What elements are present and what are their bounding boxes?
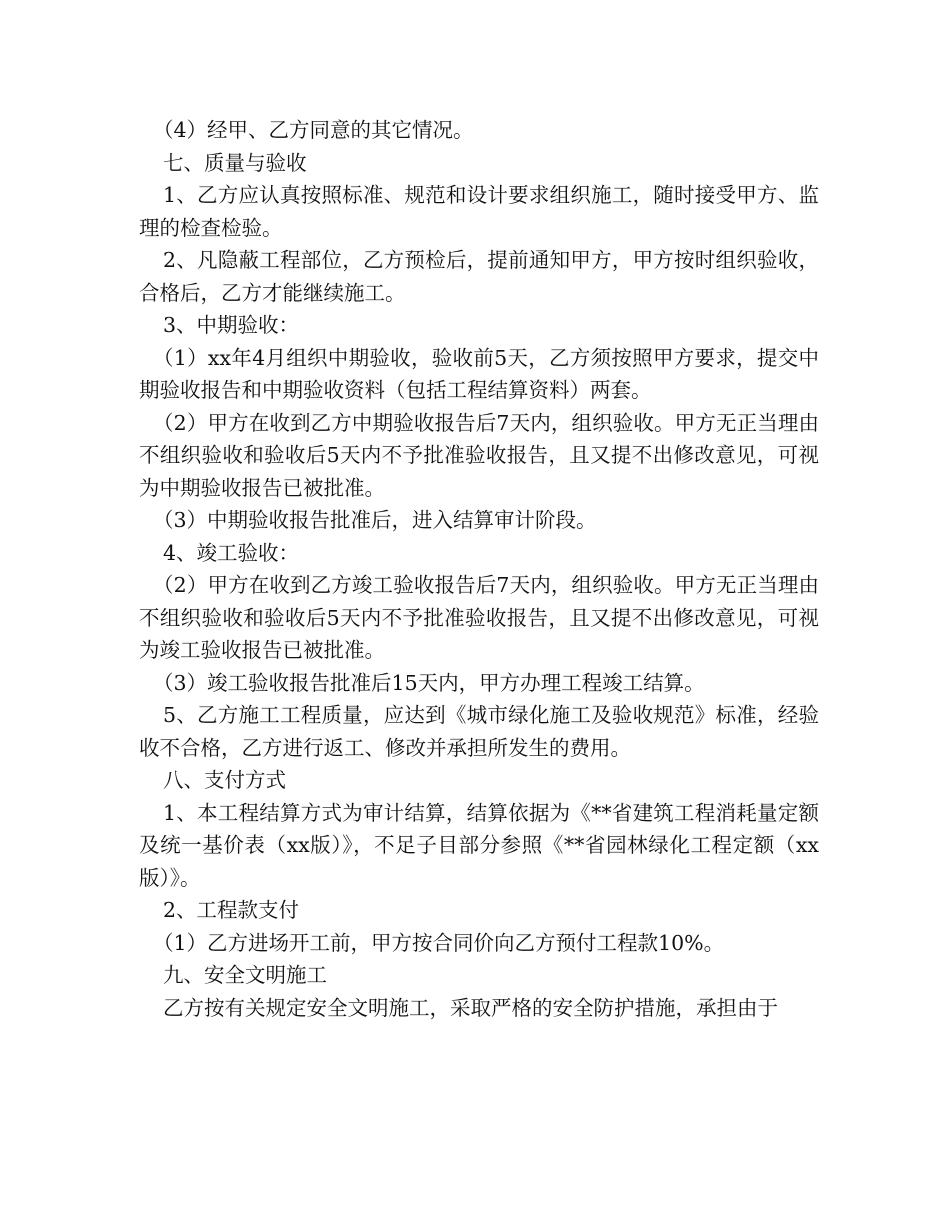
section-heading: 九、安全文明施工 [163, 963, 327, 987]
paragraph: （1）xx年4月组织中期验收，验收前5天，乙方须按照甲方要求，提交中期验收报告和中期验收资料（包括工程结算资料）两套。 [139, 345, 819, 402]
paragraph: （2）甲方在收到乙方竣工验收报告后7天内，组织验收。甲方无正当理由不组织验收和验收后5天内不予批准验收报告，且又提不出修改意见，可视为竣工验收报告已被批准。 [139, 573, 819, 662]
subsection-heading: 4、竣工验收： [163, 540, 300, 565]
section-heading: 八、支付方式 [163, 768, 286, 792]
paragraph: （3）中期验收报告批准后，进入结算审计阶段。 [153, 508, 597, 532]
paragraph: 2、凡隐蔽工程部位，乙方预检后，提前通知甲方，甲方按时组织验收，合格后，乙方才能继续施工。 [139, 248, 819, 305]
document-page [139, 114, 819, 1024]
paragraph: 1、本工程结算方式为审计结算，结算依据为《**省建筑工程消耗量定额及统一基价表（xx版）》，不足子目部分参照《**省园林绿化工程定额（xx版）》。 [139, 800, 819, 890]
paragraph: 1、乙方应认真按照标准、规范和设计要求组织施工，随时接受甲方、监理的检查检验。 [139, 183, 819, 240]
paragraph: （3）竣工验收报告批准后15天内，甲方办理工程竣工结算。 [153, 670, 705, 695]
paragraph: 乙方按有关规定安全文明施工，采取严格的安全防护措施，承担由于 [163, 995, 778, 1020]
subsection-heading: 3、中期验收： [163, 313, 300, 337]
subsection-heading: 2、工程款支付 [163, 898, 300, 922]
paragraph: （2）甲方在收到乙方中期验收报告后7天内，组织验收。甲方无正当理由不组织验收和验收后5天内不予批准验收报告，且又提不出修改意见，可视为中期验收报告已被批准。 [139, 410, 819, 500]
section-heading: 七、质量与验收 [163, 150, 307, 175]
paragraph: （1）乙方进场开工前，甲方按合同价向乙方预付工程款10%。 [153, 930, 725, 955]
paragraph: （4）经甲、乙方同意的其它情况。 [153, 118, 474, 142]
paragraph: 5、乙方施工工程质量，应达到《城市绿化施工及验收规范》标准，经验收不合格，乙方进行返工、修改并承担所发生的费用。 [139, 703, 819, 760]
